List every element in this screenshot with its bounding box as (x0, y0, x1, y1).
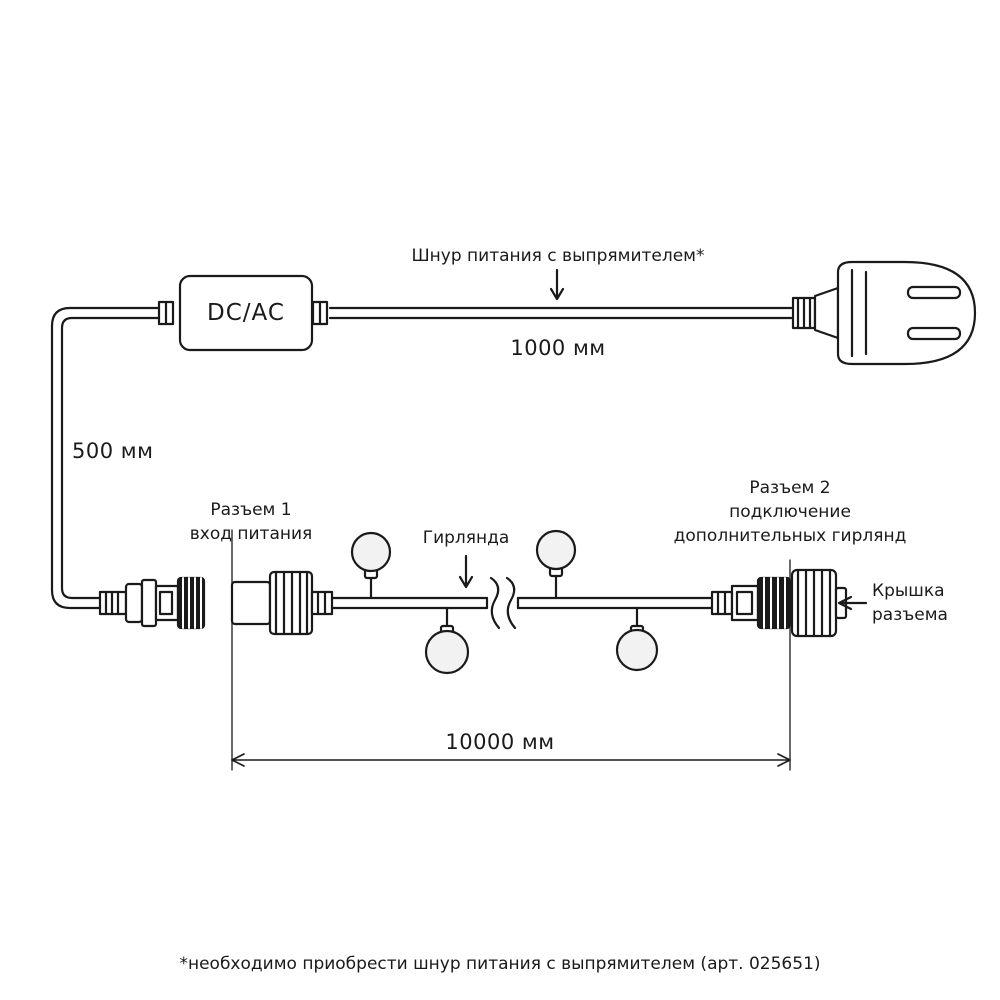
arrow-garland (460, 556, 472, 587)
connector2-label-line2: подключение (729, 502, 851, 522)
garland-dimension: 10000 мм (445, 730, 555, 754)
cable-sleeve-left (159, 302, 173, 324)
lead-connector-male (100, 578, 204, 628)
footnote: *необходимо приобрести шнур питания с выпрямителем (арт. 025651) (179, 954, 821, 974)
cable-sleeve-right (313, 302, 327, 324)
garland-connector-1 (232, 572, 332, 634)
connector1-label-line2: вход питания (189, 524, 313, 544)
cap-label-line1: Крышка (872, 581, 945, 601)
mains-cable (330, 308, 795, 318)
plug-strain-relief (815, 288, 838, 338)
connector2-label-line1: Разъем 2 (749, 478, 831, 498)
bulb-down-1 (426, 608, 468, 673)
lead-dimension: 500 мм (72, 439, 154, 463)
garland-label: Гирлянда (422, 528, 510, 548)
plug-sleeve (793, 298, 815, 328)
bulb-down-2 (617, 608, 657, 670)
rectifier-label: DC/AC (207, 300, 285, 326)
euro-plug-body (838, 262, 975, 364)
connector1-label-line1: Разъем 1 (210, 500, 292, 520)
bulb-up-2 (537, 531, 575, 598)
garland-cable (332, 598, 712, 608)
cable-break-symbol (487, 578, 518, 628)
power-cord-label: Шнур питания с выпрямителем* (411, 246, 705, 266)
arrow-power-cord (551, 270, 563, 299)
cap-label-line2: разъема (872, 605, 948, 625)
connector2-label-line3: дополнительных гирлянд (673, 526, 907, 546)
bulb-up-1 (352, 533, 390, 598)
garland-connector-2 (712, 578, 790, 628)
power-cord-dimension: 1000 мм (510, 336, 606, 360)
